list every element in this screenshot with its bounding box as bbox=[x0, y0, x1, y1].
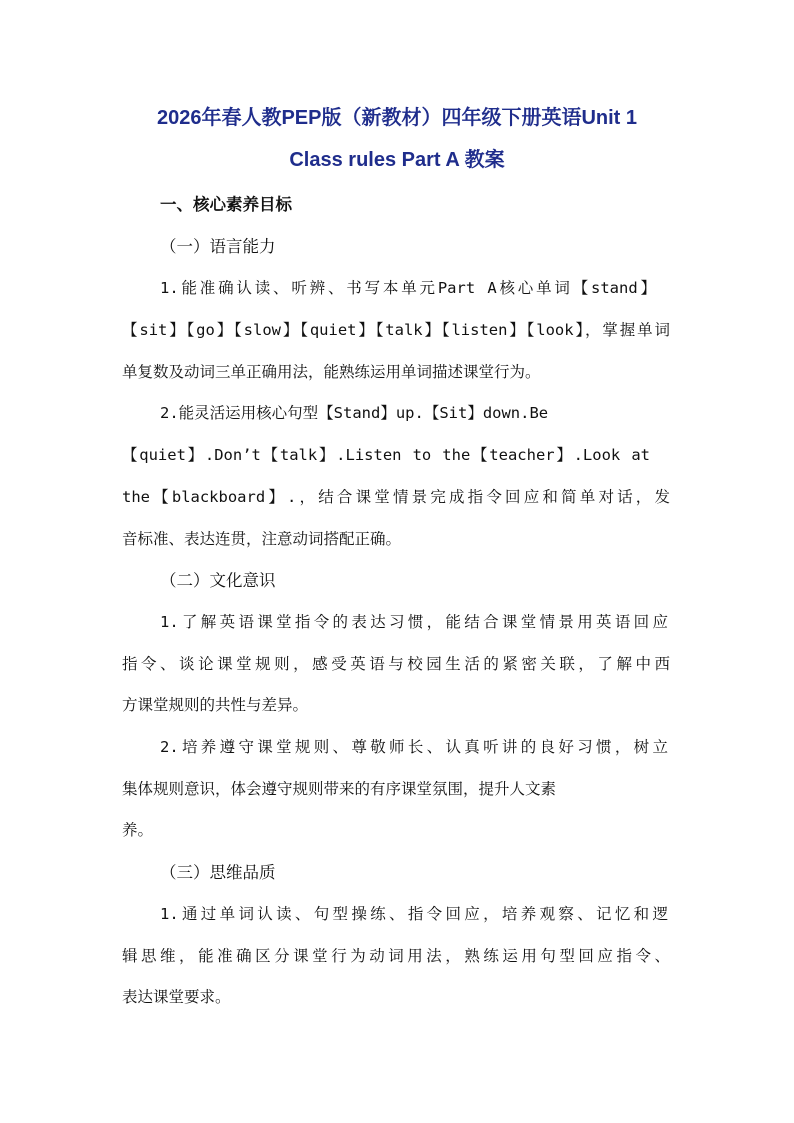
lang-item-2-line-3: the【blackboard】.，结合课堂情景完成指令回应和简单对话，发 bbox=[122, 488, 670, 506]
lang-item-2-line-2: 【quiet】.Don’t【talk】.Listen to the【teacher】.Look at bbox=[122, 446, 650, 464]
lang-item-1-line-1: 1.能准确认读、听辨、书写本单元Part A核心单词【stand】 bbox=[160, 279, 656, 297]
document-title-line-1: 2026年春人教PEP版（新教材）四年级下册英语Unit 1 bbox=[156, 107, 638, 129]
subheading-cultural-awareness: （二）文化意识 bbox=[160, 571, 276, 590]
lang-item-2-line-4: 音标准、表达连贯，注意动词搭配正确。 bbox=[122, 530, 402, 548]
culture-item-2-line-1: 2.培养遵守课堂规则、尊敬师长、认真听讲的良好习惯，树立 bbox=[160, 738, 668, 756]
thinking-item-1-line-3: 表达课堂要求。 bbox=[122, 988, 231, 1006]
lang-item-2-line-1: 2.能灵活运用核心句型【Stand】up.【Sit】down.Be bbox=[160, 404, 549, 422]
culture-item-1-line-3: 方课堂规则的共性与差异。 bbox=[122, 696, 309, 714]
thinking-item-1-line-1: 1.通过单词认读、句型操练、指令回应，培养观察、记忆和逻 bbox=[160, 905, 668, 923]
lang-item-1-line-3: 单复数及动词三单正确用法，能熟练运用单词描述课堂行为。 bbox=[122, 363, 541, 381]
section-heading-core-literacy: 一、核心素养目标 bbox=[160, 195, 292, 214]
thinking-item-1-line-2: 辑思维，能准确区分课堂行为动词用法，熟练运用句型回应指令、 bbox=[122, 947, 670, 965]
subheading-language-ability: （一）语言能力 bbox=[160, 237, 276, 256]
culture-item-2-line-3: 养。 bbox=[122, 821, 154, 839]
culture-item-1-line-1: 1.了解英语课堂指令的表达习惯，能结合课堂情景用英语回应 bbox=[160, 613, 668, 631]
lang-item-1-line-2: 【sit】【go】【slow】【quiet】【talk】【listen】【look】，掌握单词 bbox=[122, 321, 670, 339]
culture-item-1-line-2: 指令、谈论课堂规则，感受英语与校园生活的紧密关联，了解中西 bbox=[122, 655, 670, 673]
subheading-thinking-quality: （三）思维品质 bbox=[160, 863, 276, 882]
document-title-line-2: Class rules Part A 教案 bbox=[289, 149, 505, 171]
culture-item-2-line-2: 集体规则意识，体会遵守规则带来的有序课堂氛围，提升人文素 bbox=[122, 780, 557, 798]
